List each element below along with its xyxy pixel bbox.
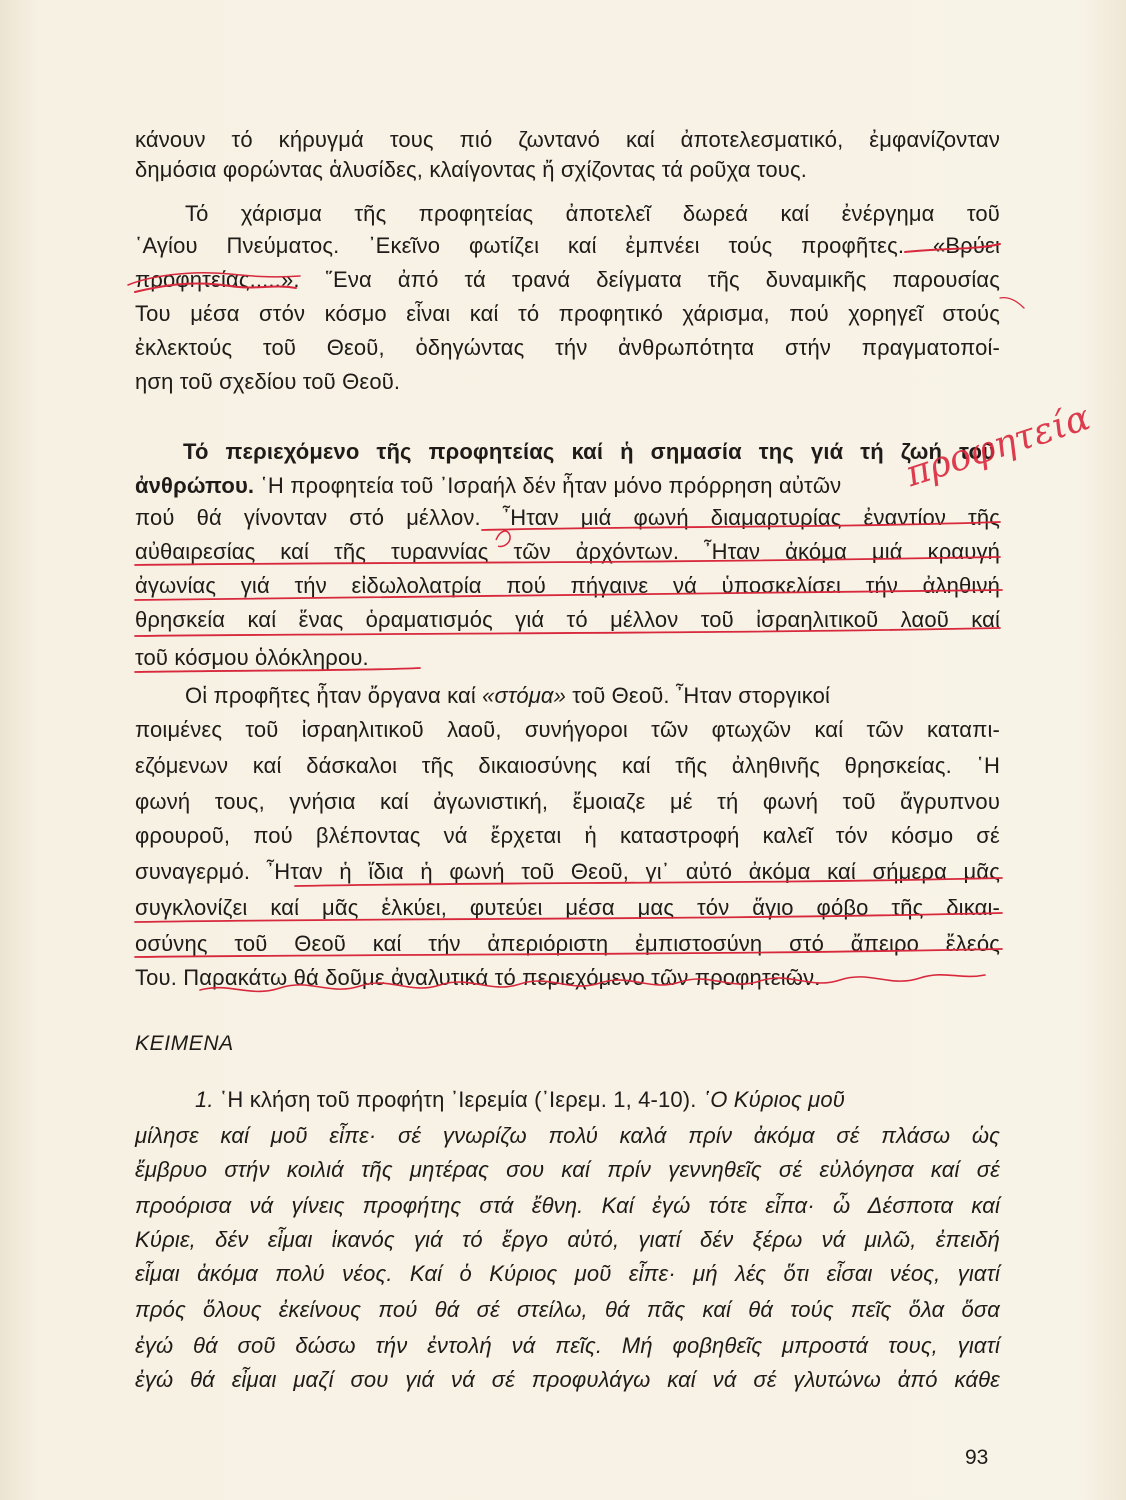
text-line-7: ἐκλεκτούς τοῦ Θεοῦ, ὁδηγώντας τήν ἀνθρωπότητα στήν πραγματοποί- [135,335,1000,360]
text-line-14: τοῦ κόσμου ὁλόκληρου. [135,645,369,670]
text-line-16: ποιμένες τοῦ ἰσραηλιτικοῦ λαοῦ, συνήγοροι τῶν φτωχῶν καί τῶν καταπι- [135,717,1000,742]
item-title: ῾Η κλήση τοῦ προφήτη ᾽Ιερεμία (᾽Ιερεμ. 1, 4-10). [213,1087,703,1112]
text-line-25: μίλησε καί μοῦ εἶπε· σέ γνωρίζω πολύ καλά πρίν ἀκόμα σέ πλάσω ὡς [135,1123,1000,1148]
text-line-2: δημόσια φορώντας ἁλυσίδες, κλαίγοντας ἤ σχίζοντας τά ροῦχα τους. [135,157,807,182]
text-line-6: Του μέσα στόν κόσμο εἶναι καί τό προφητικό χάρισμα, πού χορηγεῖ στούς [135,301,1000,326]
text-line-32: ἐγώ θά εἶμαι μαζί σου γιά νά σέ προφυλάγω καί νά σέ γλυτώνω ἀπό κάθε [135,1367,1000,1392]
text-line-21: συγκλονίζει καί μᾶς ἑλκύει, φυτεύει μέσα μας τόν ἅγιο φόβο τῆς δικαι- [135,895,1000,920]
text-line-1: κάνουν τό κήρυγμά τους πιό ζωντανό καί ἀποτελεσματικό, ἐμφανίζονταν [135,127,1000,152]
text-line-10: πού θά γίνονταν στό μέλλον. ῏Ηταν μιά φωνή διαμαρτυρίας ἐναντίον τῆς [135,505,1000,530]
quoted-word: «στόμα» [482,683,567,708]
text-line-12: ἀγωνίας γιά τήν εἰδωλολατρία πού πήγαινε νά ὑποσκελίσει τήν ἀληθινή [135,573,1000,598]
page-number: 93 [965,1446,989,1469]
text-line-24 [195,1086,1005,1114]
text-line-4: ῾Αγίου Πνεύματος. ᾽Εκεῖνο φωτίζει καί ἐμπνέει τούς προφῆτες. «Βρύει [135,233,1000,258]
text-line-23: Του. Παρακάτω θά δοῦμε ἀναλυτικά τό περιεχόμενο τῶν προφητειῶν. [135,965,821,990]
text-line-15-a: Οἱ προφῆτες ἦταν ὄργανα καί [185,683,483,708]
texts-heading: ΚΕΙΜΕΝΑ [135,1032,234,1055]
text-line-15-b: τοῦ Θεοῦ. ῏Ηταν στοργικοί [566,683,831,708]
text-line-27: προόρισα νά γίνεις προφήτης στά ἔθνη. Καί ἐγώ τότε εἶπα· ὦ Δέσποτα καί [135,1193,1000,1218]
margin-note-text: προφητεία [900,397,1096,496]
text-line-29: εἶμαι ἀκόμα πολύ νέος. Καί ὁ Κύριος μοῦ εἶπε· μή λές ὅτι εἶσαι νέος, γιατί [135,1261,1000,1286]
text-line-30: πρός ὅλους ἐκείνους πού θά σέ στείλω, θά πᾶς καί θά τούς πεῖς ὅλα ὅσα [135,1297,1000,1322]
text-line-8: ηση τοῦ σχεδίου τοῦ Θεοῦ. [135,369,401,394]
text-line-31: ἐγώ θά σοῦ δώσω τήν ἐντολή νά πεῖς. Μή φοβηθεῖς μπροστά τους, γιατί [135,1333,1000,1358]
item-quote-start: ῾Ο Κύριος μοῦ [702,1087,845,1112]
text-line-13: θρησκεία καί ἕνας ὁραματισμός γιά τό μέλλον τοῦ ἰσραηλιτικοῦ λαοῦ καί [135,607,1000,632]
text-line-15 [185,682,1000,710]
text-line-5: προφητείας.....». ῞Ενα ἀπό τά τρανά δείγματα τῆς δυναμικῆς παρουσίας [135,267,1000,292]
margin-mark [1000,298,1024,308]
section-heading-line-2: ἀνθρώπου. [135,473,255,498]
text-line-20: συναγερμό. ῏Ηταν ἡ ἴδια ἡ φωνή τοῦ Θεοῦ, γι᾽ αὐτό ἀκόμα καί σήμερα μᾶς [135,859,1000,884]
text-line-17: εζόμενων καί δάσκαλοι τῆς δικαιοσύνης καί τῆς ἀληθινῆς θρησκείας. ῾Η [135,753,1000,778]
text-line-9-rest: ῾Η προφητεία τοῦ ᾽Ισραήλ δέν ἦταν μόνο πρόρρηση αὐτῶν [254,473,842,498]
text-line-19: φρουροῦ, πού βλέποντας νά ἔρχεται ἡ καταστροφή καλεῖ τόν κόσμο σέ [135,823,1000,848]
text-line-11: αὐθαιρεσίας καί τῆς τυραννίας τῶν ἀρχόντων. ῏Ηταν ἀκόμα μιά κραυγή [135,539,1000,564]
text-line-22: οσύνης τοῦ Θεοῦ καί τήν ἀπεριόριστη ἐμπιστοσύνη στό ἄπειρο ἔλεός [135,931,1000,956]
text-line-26: ἔμβρυο στήν κοιλιά τῆς μητέρας σου καί πρίν γεννηθεῖς σέ εὐλόγησα καί σέ [135,1157,1000,1182]
section-heading-line-1: Τό περιεχόμενο τῆς προφητείας καί ἡ σημασία της γιά τή ζωή τοῦ [183,439,995,464]
item-number: 1. [195,1087,214,1112]
text-line-18: φωνή τους, γνήσια καί ἀγωνιστική, ἔμοιαζε μέ τή φωνή τοῦ ἄγρυπνου [135,789,1000,814]
text-line-28: Κύριε, δέν εἶμαι ἱκανός γιά τό ἔργο αὐτό, γιατί δέν ξέρω νά μιλῶ, ἐπειδή [135,1227,1000,1252]
text-line-9 [135,472,1000,500]
text-line-3: Τό χάρισμα τῆς προφητείας ἀποτελεῖ δωρεά καί ἐνέργημα τοῦ [185,201,1000,226]
